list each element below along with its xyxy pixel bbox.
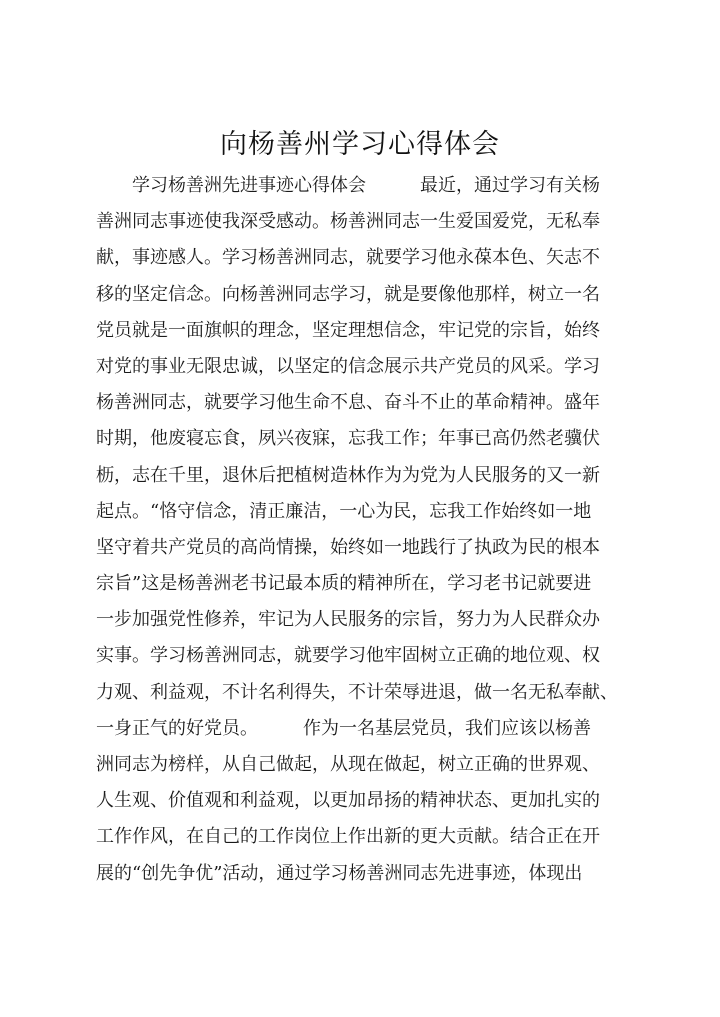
body-line: 时期，他废寝忘食，夙兴夜寐，忘我工作；年事已高仍然老骥伏: [96, 428, 600, 450]
body-line: 力观、利益观，不计名利得失，不计荣辱进退，做一名无私奉献、: [96, 681, 618, 703]
body-line: 献，事迹感人。学习杨善洲同志，就要学习他永葆本色、矢志不: [96, 247, 600, 269]
body-line: 对党的事业无限忠诚，以坚定的信念展示共产党员的风采。学习: [96, 355, 600, 377]
body-line: 人生观、价值观和利益观，以更加昂扬的精神状态、更加扎实的: [96, 790, 600, 812]
body-line: 展的“创先争优”活动，通过学习杨善洲同志先进事迹，体现出: [96, 862, 583, 884]
body-line: 善洲同志事迹使我深受感动。杨善洲同志一生爱国爱党，无私奉: [96, 211, 600, 233]
document-title: 向杨善州学习心得体会: [220, 129, 500, 160]
body-line: 洲同志为榜样，从自己做起，从现在做起，树立正确的世界观、: [96, 754, 600, 775]
body-line: 党员就是一面旗帜的理念，坚定理想信念，牢记党的宗旨，始终: [96, 319, 600, 341]
body-line: 一身正气的好党员。 作为一名基层党员，我们应该以杨善: [96, 717, 591, 739]
body-line: 宗旨”这是杨善洲老书记最本质的精神所在，学习老书记就要进: [96, 573, 592, 595]
body-line: 坚守着共产党员的高尚情操，始终如一地践行了执政为民的根本: [96, 536, 600, 558]
body-line: 实事。学习杨善洲同志，就要学习他牢固树立正确的地位观、权: [96, 645, 600, 667]
body-line: 一步加强党性修养，牢记为人民服务的宗旨，努力为人民群众办: [96, 609, 600, 631]
body-line: 杨善洲同志，就要学习他生命不息、奋斗不止的革命精神。盛年: [96, 392, 600, 414]
document-body: [96, 168, 634, 892]
body-line: 枥，志在千里，退休后把植树造林作为为党为人民服务的又一新: [96, 464, 600, 486]
body-line: 学习杨善洲先进事迹心得体会 最近，通过学习有关杨: [96, 175, 600, 196]
body-line: 移的坚定信念。向杨善洲同志学习，就是要像他那样，树立一名: [96, 283, 600, 305]
body-line: 起点。“恪守信念，清正廉洁，一心为民，忘我工作始终如一地: [96, 500, 592, 522]
body-line: 工作作风，在自己的工作岗位上作出新的更大贡献。结合正在开: [96, 826, 600, 848]
